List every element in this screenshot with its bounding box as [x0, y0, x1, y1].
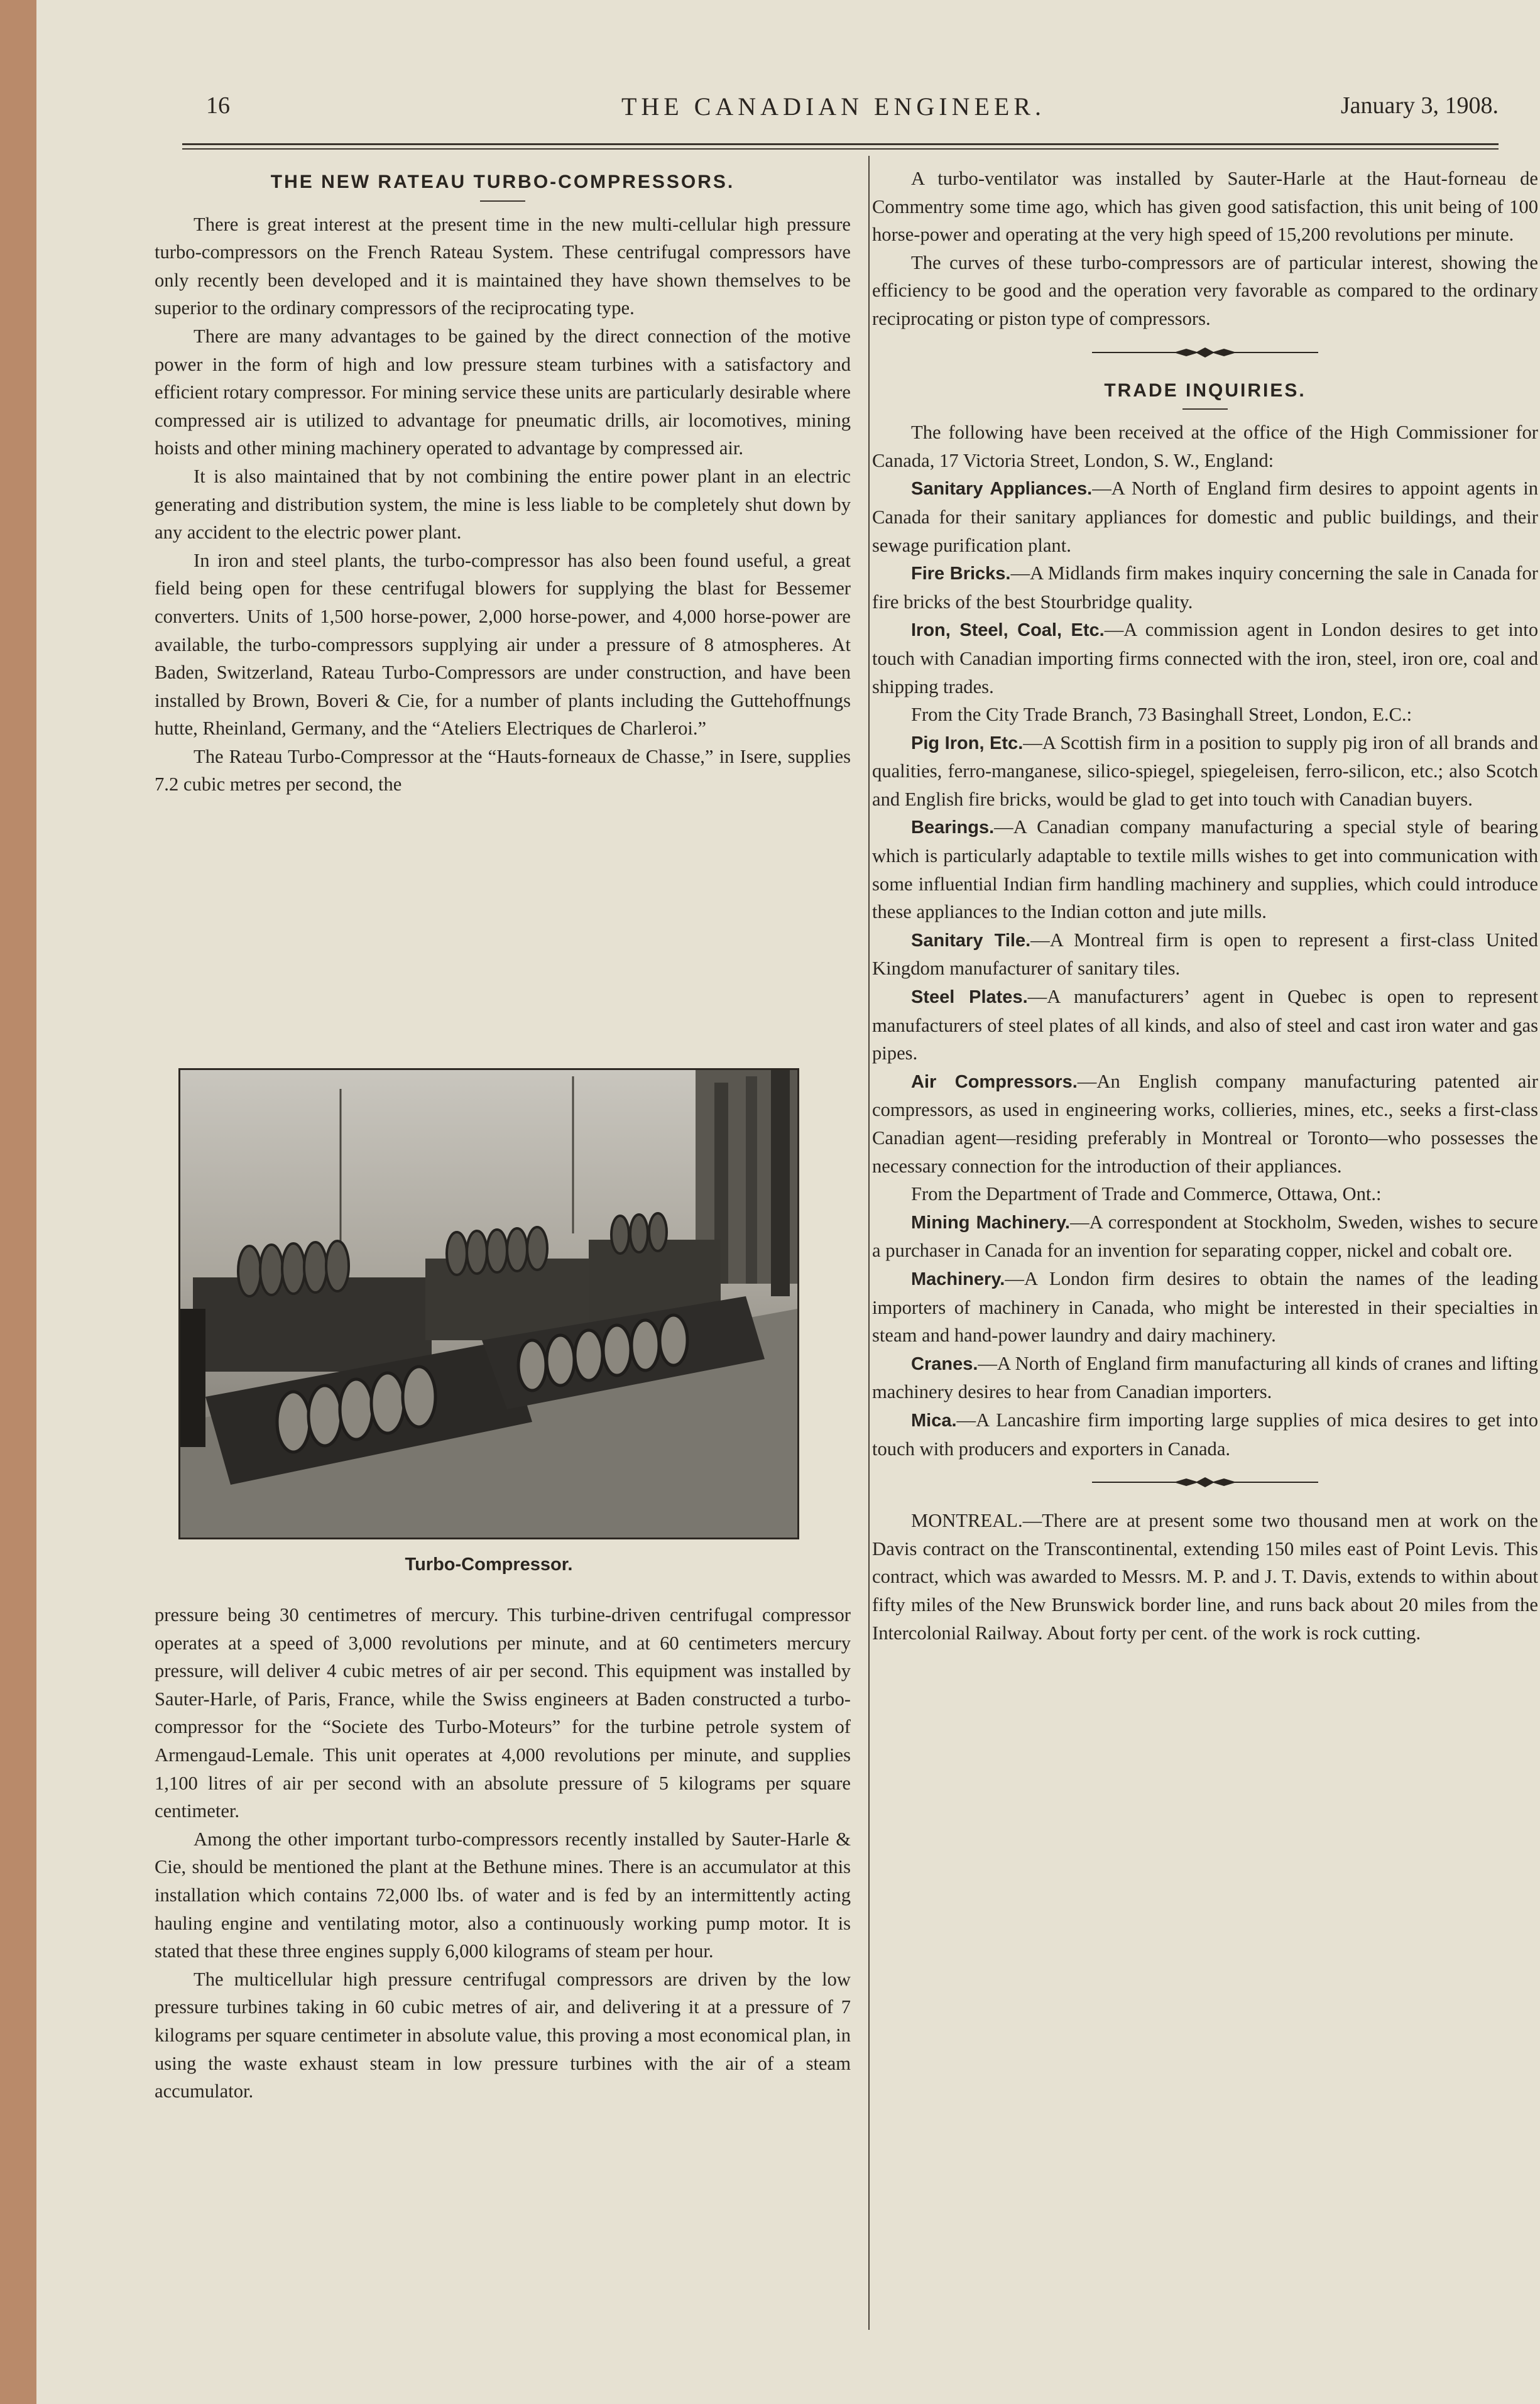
trade-item-text: —A manufacturers’ agent in Quebec is open to represent manufacturers of steel plates of all kinds, and also of steel and cast iron water and gas pipes. — [872, 986, 1538, 1064]
trade-item — [872, 1068, 1538, 1180]
article-paragraph: pressure being 30 centimetres of mercury. This turbine-driven centrifugal compressor operates at a speed of 3,000 revolutions per minute, and at 60 centimeters mercury pressure, will deliver 4 cubic metres of air per second. This equipment was installed by Sauter-Harle, of Paris, France, while the Swiss engineers at Baden constructed a turbo-compressor for the “Societe des Turbo-Moteurs” for the turbine petrole system of Armengaud-Lemale. This unit operates at 4,000 revolutions per minute, and supplies 1,100 litres of air per second with an absolute pressure of 5 kilograms per square centimeter. — [155, 1604, 851, 1822]
trade-item — [872, 474, 1538, 559]
journal-title: THE CANADIAN ENGINEER. — [621, 92, 1046, 121]
page-header — [168, 92, 1499, 129]
column-divider — [868, 156, 870, 2330]
left-column-bottom — [155, 1601, 851, 2106]
section-ornament — [1092, 1475, 1318, 1489]
trade-item-text: —A correspondent at Stockholm, Sweden, wishes to secure a purchaser in Canada for an invention for separating copper, nickel and cobalt ore. — [872, 1211, 1538, 1262]
article-paragraph: A turbo-ventilator was installed by Sauter-Harle at the Haut-forneau de Commentry some time ago, which has given good satisfaction, this unit being of 100 horse-power and operating at the very high speed of 15,200 revolutions per minute. — [872, 168, 1538, 246]
trade-item-lead: Mining Machinery. — [911, 1212, 1070, 1233]
montreal-note: MONTREAL.—There are at present some two thousand men at work on the Davis contract on the Transcontinental, extending 150 miles east of Point Levis. This contract, which was awarded to Messrs. M. P. and J. T. Davis, extends to within about fifty miles of the New Brunswick border line, and runs back about 20 miles from the Intercolonial Railway. About forty per cent. of the work is rock cutting. — [872, 1510, 1538, 1644]
trade-item-text: —A North of England firm manufacturing all kinds of cranes and lifting machinery desires to hear from Canadian importers. — [872, 1352, 1538, 1403]
article-paragraph: There is great interest at the present time in the new multi-cellular high pressure turbo-compressors on the French Rateau System. These centrifugal compressors have only recently been developed and it is maintained they have shown themselves to be superior to the ordinary compressors of the reciprocating type. — [155, 213, 851, 319]
trade-item-text: —A commission agent in London desires to get into touch with Canadian importing firms connected with the iron, steel, iron ore, coal and shipping trades. — [872, 619, 1538, 697]
trade-item — [872, 1406, 1538, 1463]
trade-item — [872, 926, 1538, 983]
newspaper-page — [36, 0, 1540, 2404]
trade-item-lead: Pig Iron, Etc. — [911, 733, 1024, 753]
trade-item-lead: Fire Bricks. — [911, 564, 1011, 584]
trade-item-lead: Machinery. — [911, 1269, 1005, 1289]
trade-item-text: —A Scottish firm in a position to supply pig iron of all brands and qualities, ferro-manganese, silico-spiegel, spiegeleisen, ferro-silicon, etc.; also Scotch and English fire bricks, would be glad to get into touch with Canadian buyers. — [872, 731, 1538, 810]
page-number: 16 — [206, 92, 230, 119]
title-underline — [1182, 408, 1228, 410]
left-column-top — [155, 168, 851, 799]
trade-item — [872, 983, 1538, 1068]
article-title-rateau: THE NEW RATEAU TURBO-COMPRESSORS. — [270, 172, 735, 192]
trade-item — [872, 1208, 1538, 1265]
trade-intro: The following have been received at the office of the High Commissioner for Canada, 17 Victoria Street, London, S. W., England: — [872, 422, 1538, 471]
article-paragraph: The Rateau Turbo-Compressor at the “Hauts-forneaux de Chasse,” in Isere, supplies 7.2 cubic metres per second, the — [155, 745, 851, 795]
trade-item-text: —A Midlands firm makes inquiry concerning the sale in Canada for fire bricks of the best Stourbridge quality. — [872, 562, 1538, 613]
trade-item-lead: Sanitary Tile. — [911, 930, 1031, 951]
section-ornament — [1092, 346, 1318, 359]
trade-item — [872, 616, 1538, 701]
article-paragraph: Among the other important turbo-compressors recently installed by Sauter-Harle & Cie, should be mentioned the plant at the Bethune mines. There is an accumulator at this installation which contains 72,000 lbs. of water and is fed by an intermittently acting hauling engine and ventilating motor, also a continuously working pump motor. It is stated that these three engines supply 6,000 kilograms of steam per hour. — [155, 1828, 851, 1962]
trade-item-text: —A North of England firm desires to appoint agents in Canada for their sanitary appliances for domestic and public buildings, and their sewage purification plant. — [872, 478, 1538, 556]
header-rule — [182, 143, 1499, 145]
article-paragraph: It is also maintained that by not combining the entire power plant in an electric generating and distribution system, the mine is less liable to be completely shut down by any accident to the electric power plant. — [155, 465, 851, 544]
trade-item-text: —A Lancashire firm importing large supplies of mica desires to get into touch with producers and exporters in Canada. — [872, 1409, 1538, 1460]
right-column — [872, 165, 1538, 1647]
trade-item-lead: Cranes. — [911, 1353, 978, 1374]
article-paragraph: There are many advantages to be gained by the direct connection of the motive power in the form of high and low pressure steam turbines with a satisfactory and efficient rotary compressor. For mining service these units are particularly desirable where compressed air is utilized to advantage for pneumatic drills, air locomotives, mining hoists and other mining machinery operated to advantage by compressed air. — [155, 325, 851, 459]
trade-item — [872, 1350, 1538, 1406]
trade-item-text: —An English company manufacturing patented air compressors, as used in engineering works, collieries, mines, etc., seeks a first-class Canadian agent—residing preferably in Montreal or Toronto—who possesses the necessary connection for the introduction of their appliances. — [872, 1070, 1538, 1177]
trade-source: From the Department of Trade and Commerce, Ottawa, Ont.: — [911, 1183, 1382, 1205]
trade-item-lead: Iron, Steel, Coal, Etc. — [911, 620, 1105, 641]
trade-item — [872, 813, 1538, 926]
trade-item — [872, 559, 1538, 616]
article-paragraph: In iron and steel plants, the turbo-compressor has also been found useful, a great field being open for these centrifugal blowers for supplying the blast for Bessemer converters. Units of 1,500 horse-power, 2,000 horse-power, and 4,000 horse-power are available, the turbo-compressors supplying air under a pressure of 8 atmospheres. At Baden, Switzerland, Rateau Turbo-Compressors are under construction, and have been installed by Brown, Boveri & Cie, for a number of plants including the Guttehoffnungs hutte, Rheinland, Germany, and the “Ateliers Electriques de Charleroi.” — [155, 549, 851, 740]
trade-item-text: —A London firm desires to obtain the names of the leading importers of machinery in Canada, who might be interested in their specialties in steam and hand-power laundry and dairy machinery. — [872, 1267, 1538, 1347]
trade-item-text: —A Canadian company manufacturing a special style of bearing which is particularly adaptable to textile mills wishes to get into communication with some influential Indian firm handling machinery and supplies, which could introduce these appliances to the Indian cotton and jute mills. — [872, 816, 1538, 923]
trade-item-lead: Bearings. — [911, 817, 995, 838]
trade-item-lead: Mica. — [911, 1410, 957, 1431]
trade-item-lead: Sanitary Appliances. — [911, 479, 1093, 500]
article-paragraph: The multicellular high pressure centrifugal compressors are driven by the low pressure turbines taking in 60 cubic metres of air, and delivering it at a pressure of 7 kilograms per square centimeter in absolute value, this proving a most economical plan, in using the waste exhaust steam in low pressure turbines with the air of a steam accumulator. — [155, 1968, 851, 2102]
turbo-compressor-photo — [178, 1068, 799, 1539]
trade-item-lead: Air Compressors. — [911, 1071, 1078, 1092]
trade-item — [872, 729, 1538, 814]
trade-source: From the City Trade Branch, 73 Basinghall Street, London, E.C.: — [911, 704, 1412, 726]
trade-inquiries-title: TRADE INQUIRIES. — [1104, 380, 1306, 401]
title-underline — [480, 200, 525, 202]
trade-item — [872, 1265, 1538, 1350]
article-paragraph: The curves of these turbo-compressors are of particular interest, showing the efficiency to be good and the operation very favorable as compared to the ordinary reciprocating or piston type of compressors. — [872, 251, 1538, 329]
header-rule-thin — [182, 148, 1499, 150]
figure-caption: Turbo-Compressor. — [405, 1554, 573, 1575]
trade-item-text: —A Montreal firm is open to represent a first-class United Kingdom manufacturer of sanitary tiles. — [872, 929, 1538, 980]
trade-item-lead: Steel Plates. — [911, 987, 1028, 1008]
issue-date: January 3, 1908. — [1340, 92, 1499, 119]
